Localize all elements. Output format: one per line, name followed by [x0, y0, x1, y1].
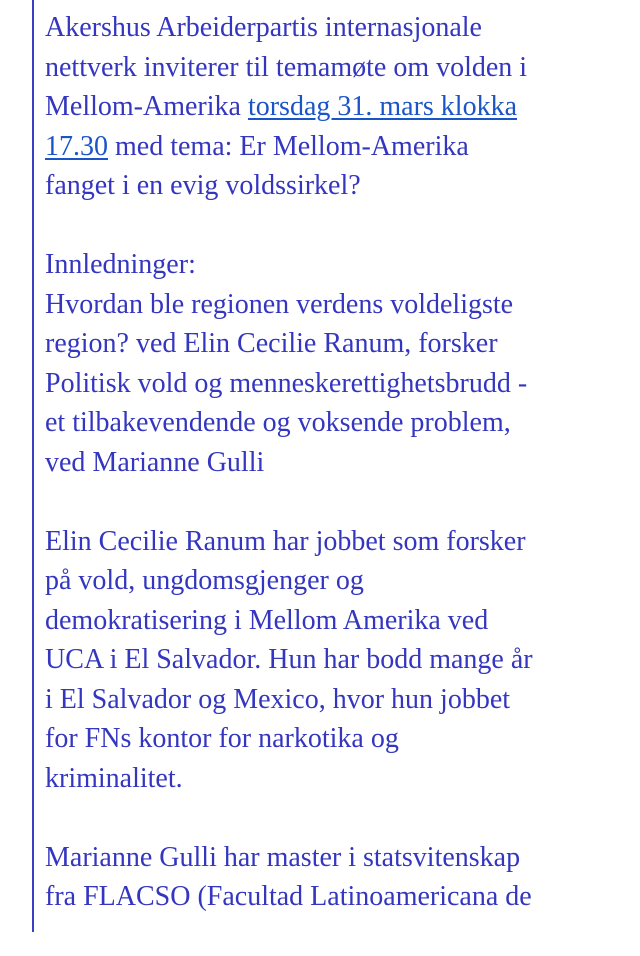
invitation-paragraph: [45, 8, 635, 206]
blockquote-bar: [32, 0, 34, 932]
event-date-link[interactable]: torsdag 31. mars klokka 17.30: [45, 91, 518, 162]
ranum-bio-paragraph: Elin Cecilie Ranum har jobbet som forsker på vold, ungdomsgjenger og demokratisering i Mellom Amerika ved UCA i El Salvador. Hun har bodd mange år i El Salvador og Mexico, hvor hun jobbet for FNs kontor for narkotika og kriminalitet.: [45, 525, 533, 794]
invitation-text-after: med tema: Er Mellom-Amerika fanget i en evig voldssirkel?: [45, 130, 469, 201]
gulli-bio-paragraph: Marianne Gulli har master i statsvitenskap fra FLACSO (Facultad Latinoamericana de: [45, 841, 532, 912]
introductions-paragraph: Innledninger: Hvordan ble regionen verdens voldeligste region? ved Elin Cecilie Ranum, forsker Politisk vold og menneskerettighetsbrudd - et tilbakevendende og voksende problem, ved Marianne Gulli: [45, 249, 528, 478]
invitation-text-before: Akershus Arbeiderpartis internasjonale nettverk inviterer til temamøte om volden i Mellom-Amerika: [45, 12, 528, 122]
email-body: [45, 8, 635, 956]
